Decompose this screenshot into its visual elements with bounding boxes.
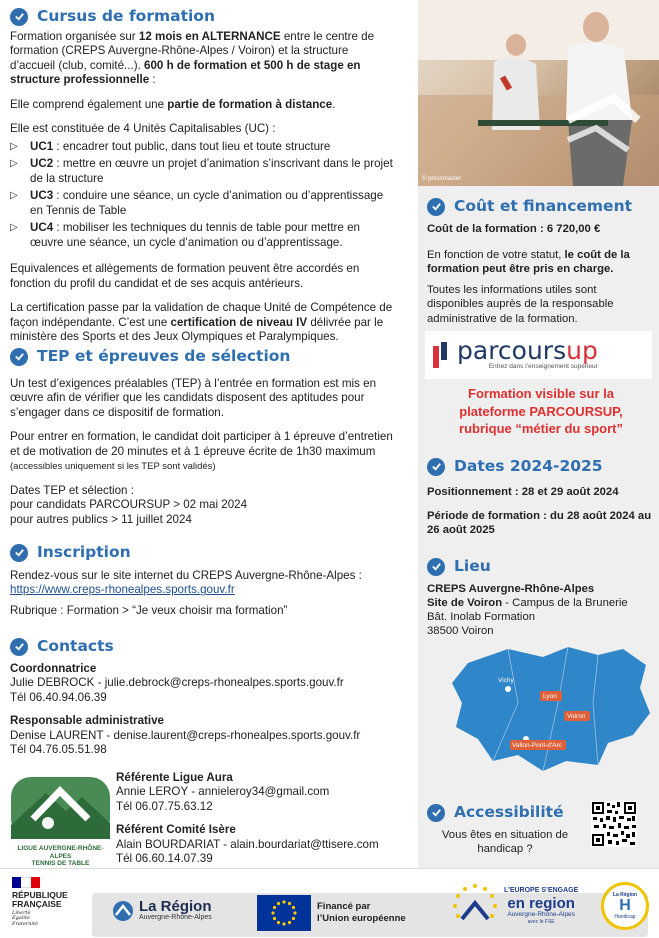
check-circle-icon — [427, 558, 445, 576]
contacts-heading — [10, 637, 114, 656]
republique-francaise-logo: RÉPUBLIQUE FRANÇAISE Liberté Égalité Fraternité — [12, 877, 82, 927]
map-label-lyon: Lyon — [543, 693, 557, 700]
tep-date-parcoursup: pour candidats PARCOURSUP > 02 mai 2024 — [10, 498, 248, 512]
check-circle-icon — [10, 348, 28, 366]
parcoursup-mark — [431, 340, 457, 370]
cursus-distance: Elle comprend également une partie de formation à distance. — [10, 97, 336, 111]
lieu-line-4: 38500 Voiron — [427, 625, 494, 638]
europe-engage-mark — [450, 881, 500, 931]
region-map-shape — [448, 643, 654, 773]
uc-item: ▷ UC1 : encadrer tout public, dans tout lieu et toute structure — [10, 139, 331, 153]
access-text: Vous êtes en situation de handicap ? — [441, 829, 569, 856]
cout-heading — [427, 197, 632, 216]
map-label-vichy: Vichy — [498, 677, 514, 684]
comite-label: Référent Comité Isère — [116, 823, 236, 837]
triangle-right-icon: ▷ — [10, 222, 18, 234]
parcoursup-logo — [425, 331, 652, 379]
ligue-line: Annie LEROY - annieleroy34@gmail.com — [116, 785, 330, 799]
tep-p2: Pour entrer en formation, le candidat doit participer à 1 épreuve d’entretien et de motivation de 20 minutes et à 1 épreuve écrite de 1h30 maximum (accessibles uniquement si les TEP sont validés) — [10, 430, 393, 473]
photo-credit: © pressmaster — [422, 176, 462, 182]
eu-logo: Financé par l’Union européenne — [257, 895, 406, 931]
inscription-heading — [10, 543, 131, 562]
access-title: Accessibilité — [454, 803, 564, 821]
handicap-h-icon: H — [619, 897, 631, 914]
lieu-heading — [427, 557, 491, 576]
contacts-title: Contacts — [37, 637, 114, 655]
marianne-flag-icon — [12, 877, 40, 888]
dates-title: Dates 2024-2025 — [454, 457, 603, 475]
check-circle-icon — [10, 638, 28, 656]
check-circle-icon — [10, 544, 28, 562]
lieu-line-2: Site de Voiron - Campus de la Brunerie — [427, 597, 628, 610]
lieu-line-1: CREPS Auvergne-Rhône-Alpes — [427, 583, 595, 595]
dates-periode: Période de formation : du 28 août 2024 au 26 août 2025 — [427, 510, 652, 537]
referents — [116, 771, 406, 867]
inscription-text: Rendez-vous sur le site internet du CREPS Auvergne-Rhône-Alpes : — [10, 569, 362, 582]
contacts-body — [10, 662, 405, 758]
ligue-tel: Tél 06.07.75.63.12 — [116, 799, 213, 813]
triangle-right-icon: ▷ — [10, 158, 18, 170]
ligue-label: Référente Ligue Aura — [116, 771, 233, 784]
access-heading — [427, 803, 564, 822]
map-label-vallon: Vallon-Pont-d'Arc — [512, 742, 562, 749]
inscription-title: Inscription — [37, 543, 131, 561]
inscription-rubrique: Rubrique : Formation > “Je veux choisir ma formation” — [10, 603, 288, 617]
uc-item: ▷ UC3 : conduire une séance, un cycle d’animation ou d’apprentissage en Tennis de Table — [10, 189, 384, 217]
lieu-title: Lieu — [454, 557, 491, 575]
la-region-mark — [112, 900, 134, 922]
ligue-logo — [8, 775, 113, 868]
tep-date-autres: pour autres publics > 11 juillet 2024 — [10, 512, 192, 526]
cursus-title: Cursus de formation — [37, 7, 215, 25]
region-handicap-logo: La Région H Handicap — [601, 882, 649, 930]
check-circle-icon — [427, 458, 445, 476]
map-label-voiron: Voiron — [567, 713, 586, 720]
resp-line: Denise LAURENT - denise.laurent@creps-rhonealpes.sports.gouv.fr — [10, 728, 361, 742]
region-map — [448, 643, 654, 773]
cursus-body — [10, 30, 396, 345]
check-circle-icon — [10, 8, 28, 26]
cursus-equiv: Equivalences et allègements de formation peuvent être accordés en fonction du profil du candidat et de ses acquis antérieurs. — [10, 262, 360, 290]
qr-code[interactable] — [591, 801, 637, 847]
triangle-right-icon: ▷ — [10, 190, 18, 202]
europe-engage-logo: L’EUROPE S’ENGAGE en region Auvergne-Rhône-Alpes avec le FSE — [450, 881, 578, 931]
eu-flag-icon — [257, 895, 311, 931]
parcoursup-notice: Formation visible sur la plateforme PARCOURSUP, rubrique “métier du sport” — [459, 386, 623, 437]
cursus-certification: La certification passe par la validation de chaque Unité de Compétence de façon indépendante. C’est une certification de niveau IV délivrée par le ministère des Sports et des Jeux Olympiques et Paralympiques. — [10, 301, 393, 344]
cout-p2: Toutes les informations utiles sont disponibles auprès de la responsable administrative de la formation. — [427, 284, 614, 325]
creps-website-link[interactable]: https://www.creps-rhonealpes.sports.gouv.fr — [10, 583, 235, 597]
la-region-logo: La Région Auvergne-Rhône-Alpes — [112, 899, 212, 923]
photo-scene — [418, 0, 659, 186]
resp-tel: Tél 04.76.05.51.98 — [10, 743, 107, 757]
tep-body — [10, 377, 396, 527]
check-circle-icon — [427, 198, 445, 216]
cout-cost: Coût de la formation : 6 720,00 € — [427, 223, 601, 235]
triangle-right-icon: ▷ — [10, 140, 18, 152]
parcoursup-tagline: Entrez dans l’enseignement supérieur — [488, 363, 598, 371]
cout-p1: En fonction de votre statut, le coût de la formation peut être pris en charge. — [427, 249, 630, 276]
coord-tel: Tél 06.40.94.06.39 — [10, 690, 107, 704]
dates-positionnement: Positionnement : 28 et 29 août 2024 — [427, 486, 619, 498]
inscription-body — [10, 569, 400, 618]
cout-title: Coût et financement — [454, 197, 633, 215]
coord-line: Julie DEBROCK - julie.debrock@creps-rhonealpes.sports.gouv.fr — [10, 676, 344, 690]
cout-body — [427, 222, 655, 326]
ligue-logo-text: LIGUE AUVERGNE-RHÔNE-ALPES TENNIS DE TABLE — [17, 845, 104, 868]
cursus-heading — [10, 7, 215, 26]
comite-tel: Tél 06.60.14.07.39 — [116, 852, 213, 866]
comite-line: Alain BOURDARIAT - alain.bourdariat@ttisere.com — [116, 837, 379, 851]
parcoursup-wordmark: parcoursup — [457, 336, 598, 366]
uc-item: ▷ UC2 : mettre en œuvre un projet d’animation s’inscrivant dans le projet de la structure — [10, 157, 393, 185]
dates-body — [427, 485, 655, 537]
photo — [418, 0, 659, 186]
coord-label: Coordonnatrice — [10, 662, 97, 675]
ligue-logo-mark — [8, 775, 113, 841]
tep-p1: Un test d’exigences préalables (TEP) à l’entrée en formation est mis en œuvre afin de vérifier que les candidats disposent des aptitudes pour s’engager dans ce dispositif de formation. — [10, 377, 377, 419]
cursus-uc-intro: Elle est constituée de 4 Unités Capitalisables (UC) : — [10, 122, 276, 136]
tep-title: TEP et épreuves de sélection — [37, 347, 291, 365]
uc-item: ▷ UC4 : mobiliser les techniques du tennis de table pour mettre en œuvre une séance, un cycle d’animation ou d’apprentissage. — [10, 221, 360, 249]
cursus-intro: Formation organisée sur 12 mois en ALTERNANCE entre le centre de formation (CREPS Auvergne-Rhône-Alpes / Voiron) et la structure d’accueil (club, comité...). 600 h de formation et 500 h de stage en structure professionnelle : — [10, 30, 375, 87]
check-circle-icon — [427, 804, 445, 822]
lieu-body — [427, 582, 655, 638]
dates-heading — [427, 457, 603, 476]
tep-heading — [10, 347, 290, 366]
tep-dates-label: Dates TEP et sélection : — [10, 483, 134, 497]
resp-label: Responsable administrative — [10, 714, 164, 728]
footer — [0, 868, 659, 938]
lieu-line-3: Bât. Inolab Formation — [427, 611, 536, 624]
qr-code-icon — [591, 801, 637, 847]
